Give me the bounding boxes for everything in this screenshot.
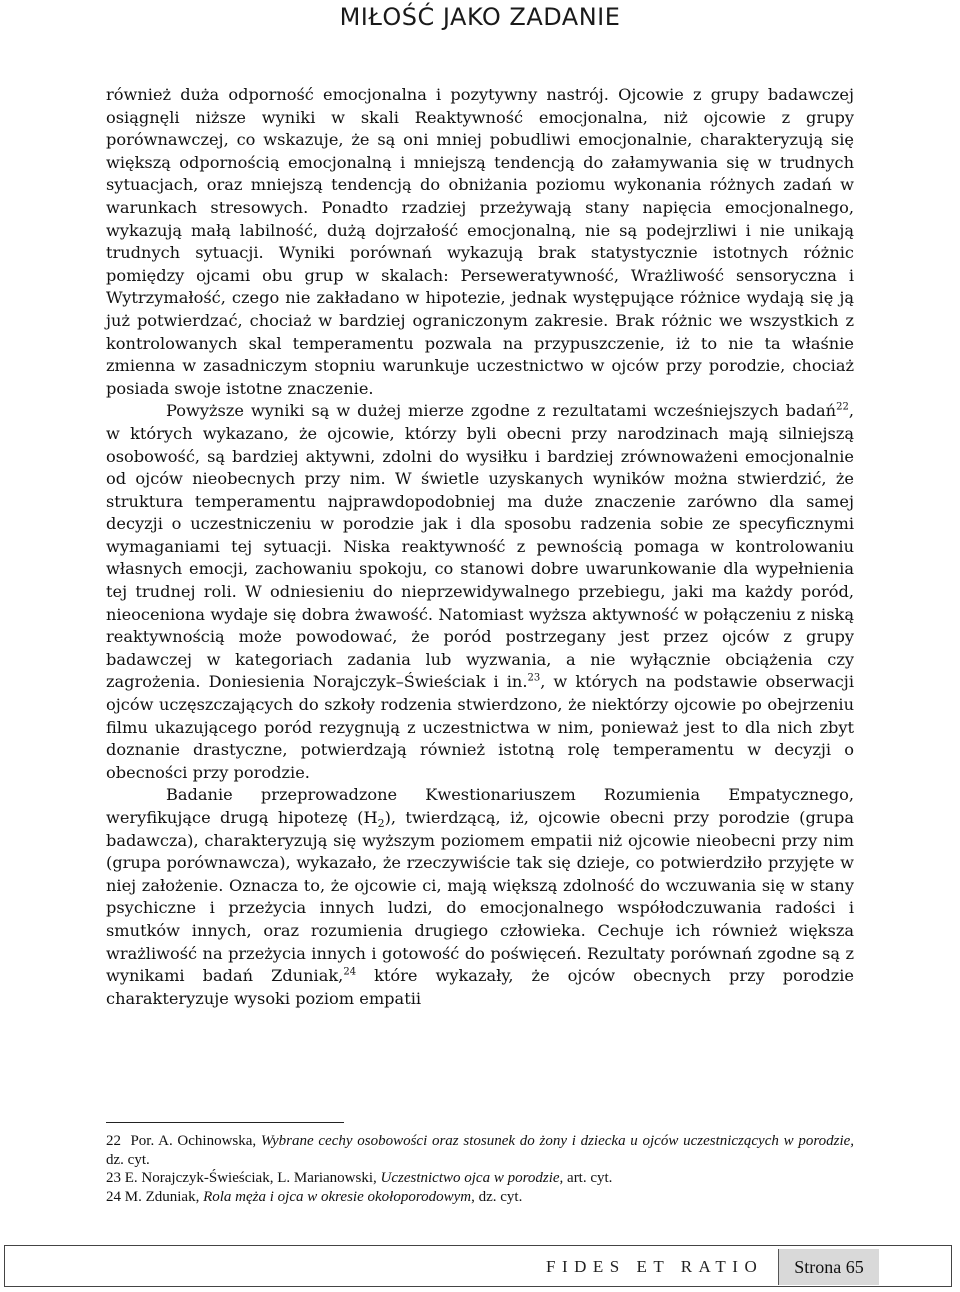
page-number-label: Strona 65 [794, 1257, 864, 1277]
paragraph-2 [106, 400, 854, 784]
footnote-ref-22: 22 [836, 401, 849, 413]
paragraph-2-text-b: , w których wykazano, że ojcowie, którzy byli obecni przy narodzinach mają silniejszą osobowość, są bardziej aktywni, zdolni do wysiłku i bardziej zrównoważeni emocjonalnie od ojców nieobecnych przy nim. W świetle uzyskanych wyników można stwierdzić, że struktura temperamentu najprawdopodobniej ma duże znaczenie zarówno dla samej decyzji o uczestniczeniu w porodzie jak i dla sposobu radzenia sobie ze specyficznymi wymaganiami tej sytuacji. Niska reaktywność z pewnością pomaga w kontrolowaniu własnych emocji, zachowaniu spokoju, co stanowi dobre uwarunkowanie dla wypełnienia tej trudnej roli. W odniesieniu do nieprzewidywalnego przebiegu, jaki ma każdy poród, nieoceniona wydaje się dobra żwawość. Natomiast wyższa aktywność w połączeniu z niską reaktywnością może powodować, że poród postrzegany jest przez ojców z grupy badawczej w kategoriach zadania lub wyzwania, a nie wyłącznie obciążenia czy zagrożenia. Doniesienia Norajczyk–Świeściak i in. [106, 401, 854, 692]
main-text [106, 84, 854, 1010]
footnote-suffix: , dz. cyt. [471, 1188, 523, 1205]
page-number [778, 1249, 879, 1285]
hypothesis-subscript: 2 [377, 817, 385, 831]
journal-name: FIDES ET RATIO [546, 1257, 764, 1276]
footnote-author: E. Norajczyk-Świeściak, L. Marianowski, [124, 1170, 381, 1186]
footnote-author: Por. A. Ochinowska, [130, 1133, 261, 1149]
footnote-number: 24 [106, 1188, 121, 1205]
footnote-suffix: dz. cyt. [106, 1151, 150, 1168]
footnote-24 [106, 1188, 854, 1207]
paragraph-3-text-a: Badanie przeprowadzone Kwestionariuszem Rozumienia Empatycznego, weryfikujące drugą hipotezę (H [106, 785, 854, 827]
footnote-23 [106, 1169, 854, 1188]
footnote-title: Wybrane cechy osobowości oraz stosunek do żony i dziecka u ojców uczestniczących w porodzie, [260, 1133, 855, 1149]
paragraph-2-text-c: , w których na podstawie obserwacji ojców uczęszczających do szkoły rodzenia stwierdzono, że niektórzy ojcowie po obejrzeniu filmu ukazującego poród rezygnują z uczestnictwa w nim, ponieważ jest to dla nich zbyt doznanie drastyczne, potwierdzają również istotną rolę temperamentu w decyzji o obecności przy porodzie. [106, 672, 854, 782]
footnote-22 [106, 1132, 854, 1169]
footnote-separator [106, 1122, 344, 1123]
paragraph-1: również duża odporność emocjonalna i pozytywny nastrój. Ojcowie z grupy badawczej osiągnęli niższe wyniki w skali Reaktywność emocjonalna, niż ojcowie z grupy porównawczej, co wskazuje, że są oni mniej pobudliwi emocjonalnie, charakteryzują się większą odpornością emocjonalną i mniejszą tendencją do załamywania się w trudnych sytuacjach, oraz mniejszą tendencją do obniżania poziomu wykonania różnych zadań w warunkach stresowych. Ponadto rzadziej przeżywają stany napięcia emocjonalnego, wykazują małą labilność, dużą dojrzałość emocjonalną, nie są podejrzliwi i nie unikają trudnych sytuacji. Wyniki porównań wykazują brak statystycznie istotnych różnic pomiędzy ojcami obu grup w skalach: Perseweratywność, Wrażliwość sensoryczna i Wytrzymałość, czego nie zakładano w hipotezie, jednak występujące różnice wydają się ją już potwierdzać, chociaż w bardziej ograniczonym zakresie. Brak różnic we wszystkich z kontrolowanych skal temperamentu pozwala na przypuszczenie, iż to nie ta właśnie zmienna w zasadniczym stopniu warunkuje uczestnictwo w ojców przy porodzie, chociaż posiada swoje istotne znaczenie. [106, 85, 854, 398]
footnote-ref-24: 24 [343, 966, 357, 978]
footnote-title: Rola męża i ojca w okresie okołoporodowym [203, 1188, 472, 1205]
paragraph-2-text-a: Powyższe wyniki są w dużej mierze zgodne z rezultatami wcześniejszych badań [166, 401, 837, 421]
footnote-ref-23: 23 [527, 673, 541, 685]
footnote-author: M. Zduniak, [124, 1188, 204, 1205]
footnote-number: 23 [106, 1170, 121, 1186]
running-header: MIŁOŚĆ JAKO ZADANIE [339, 3, 621, 31]
paragraph-3 [106, 784, 854, 1010]
paragraph-3-text-c: które wykazały, że ojców obecnych przy porodzie charakteryzuje wysoki poziom empatii [106, 966, 855, 1008]
footnote-title: Uczestnictwo ojca w porodzie, [380, 1170, 564, 1186]
footnote-number: 22 [106, 1133, 121, 1149]
footnotes [106, 1132, 854, 1206]
paragraph-3-text-b: ), twierdzącą, iż, ojcowie obecni przy porodzie (grupa badawcza), charakteryzują się wyższym poziomem empatii niż ojcowie nieobecni przy nim (grupa porównawcza), wykazało, że rzeczywiście tak się dzieje, co potwierdziło przyjęte w niej założenie. Oznacza to, że ojcowie ci, mają większą zdolność do wczuwania się w stany psychiczne i przeżycia innych ludzi, do emocjonalnego współodczuwania radości i smutków innych, oraz rozumienia drugiego człowieka. Cechuje ich również większa wrażliwość na przeżycia innych i gotowość do poświęceń. Rezultaty porównań zgodne są z wynikami badań Zduniak, [106, 808, 854, 986]
footnote-suffix: art. cyt. [563, 1170, 613, 1186]
